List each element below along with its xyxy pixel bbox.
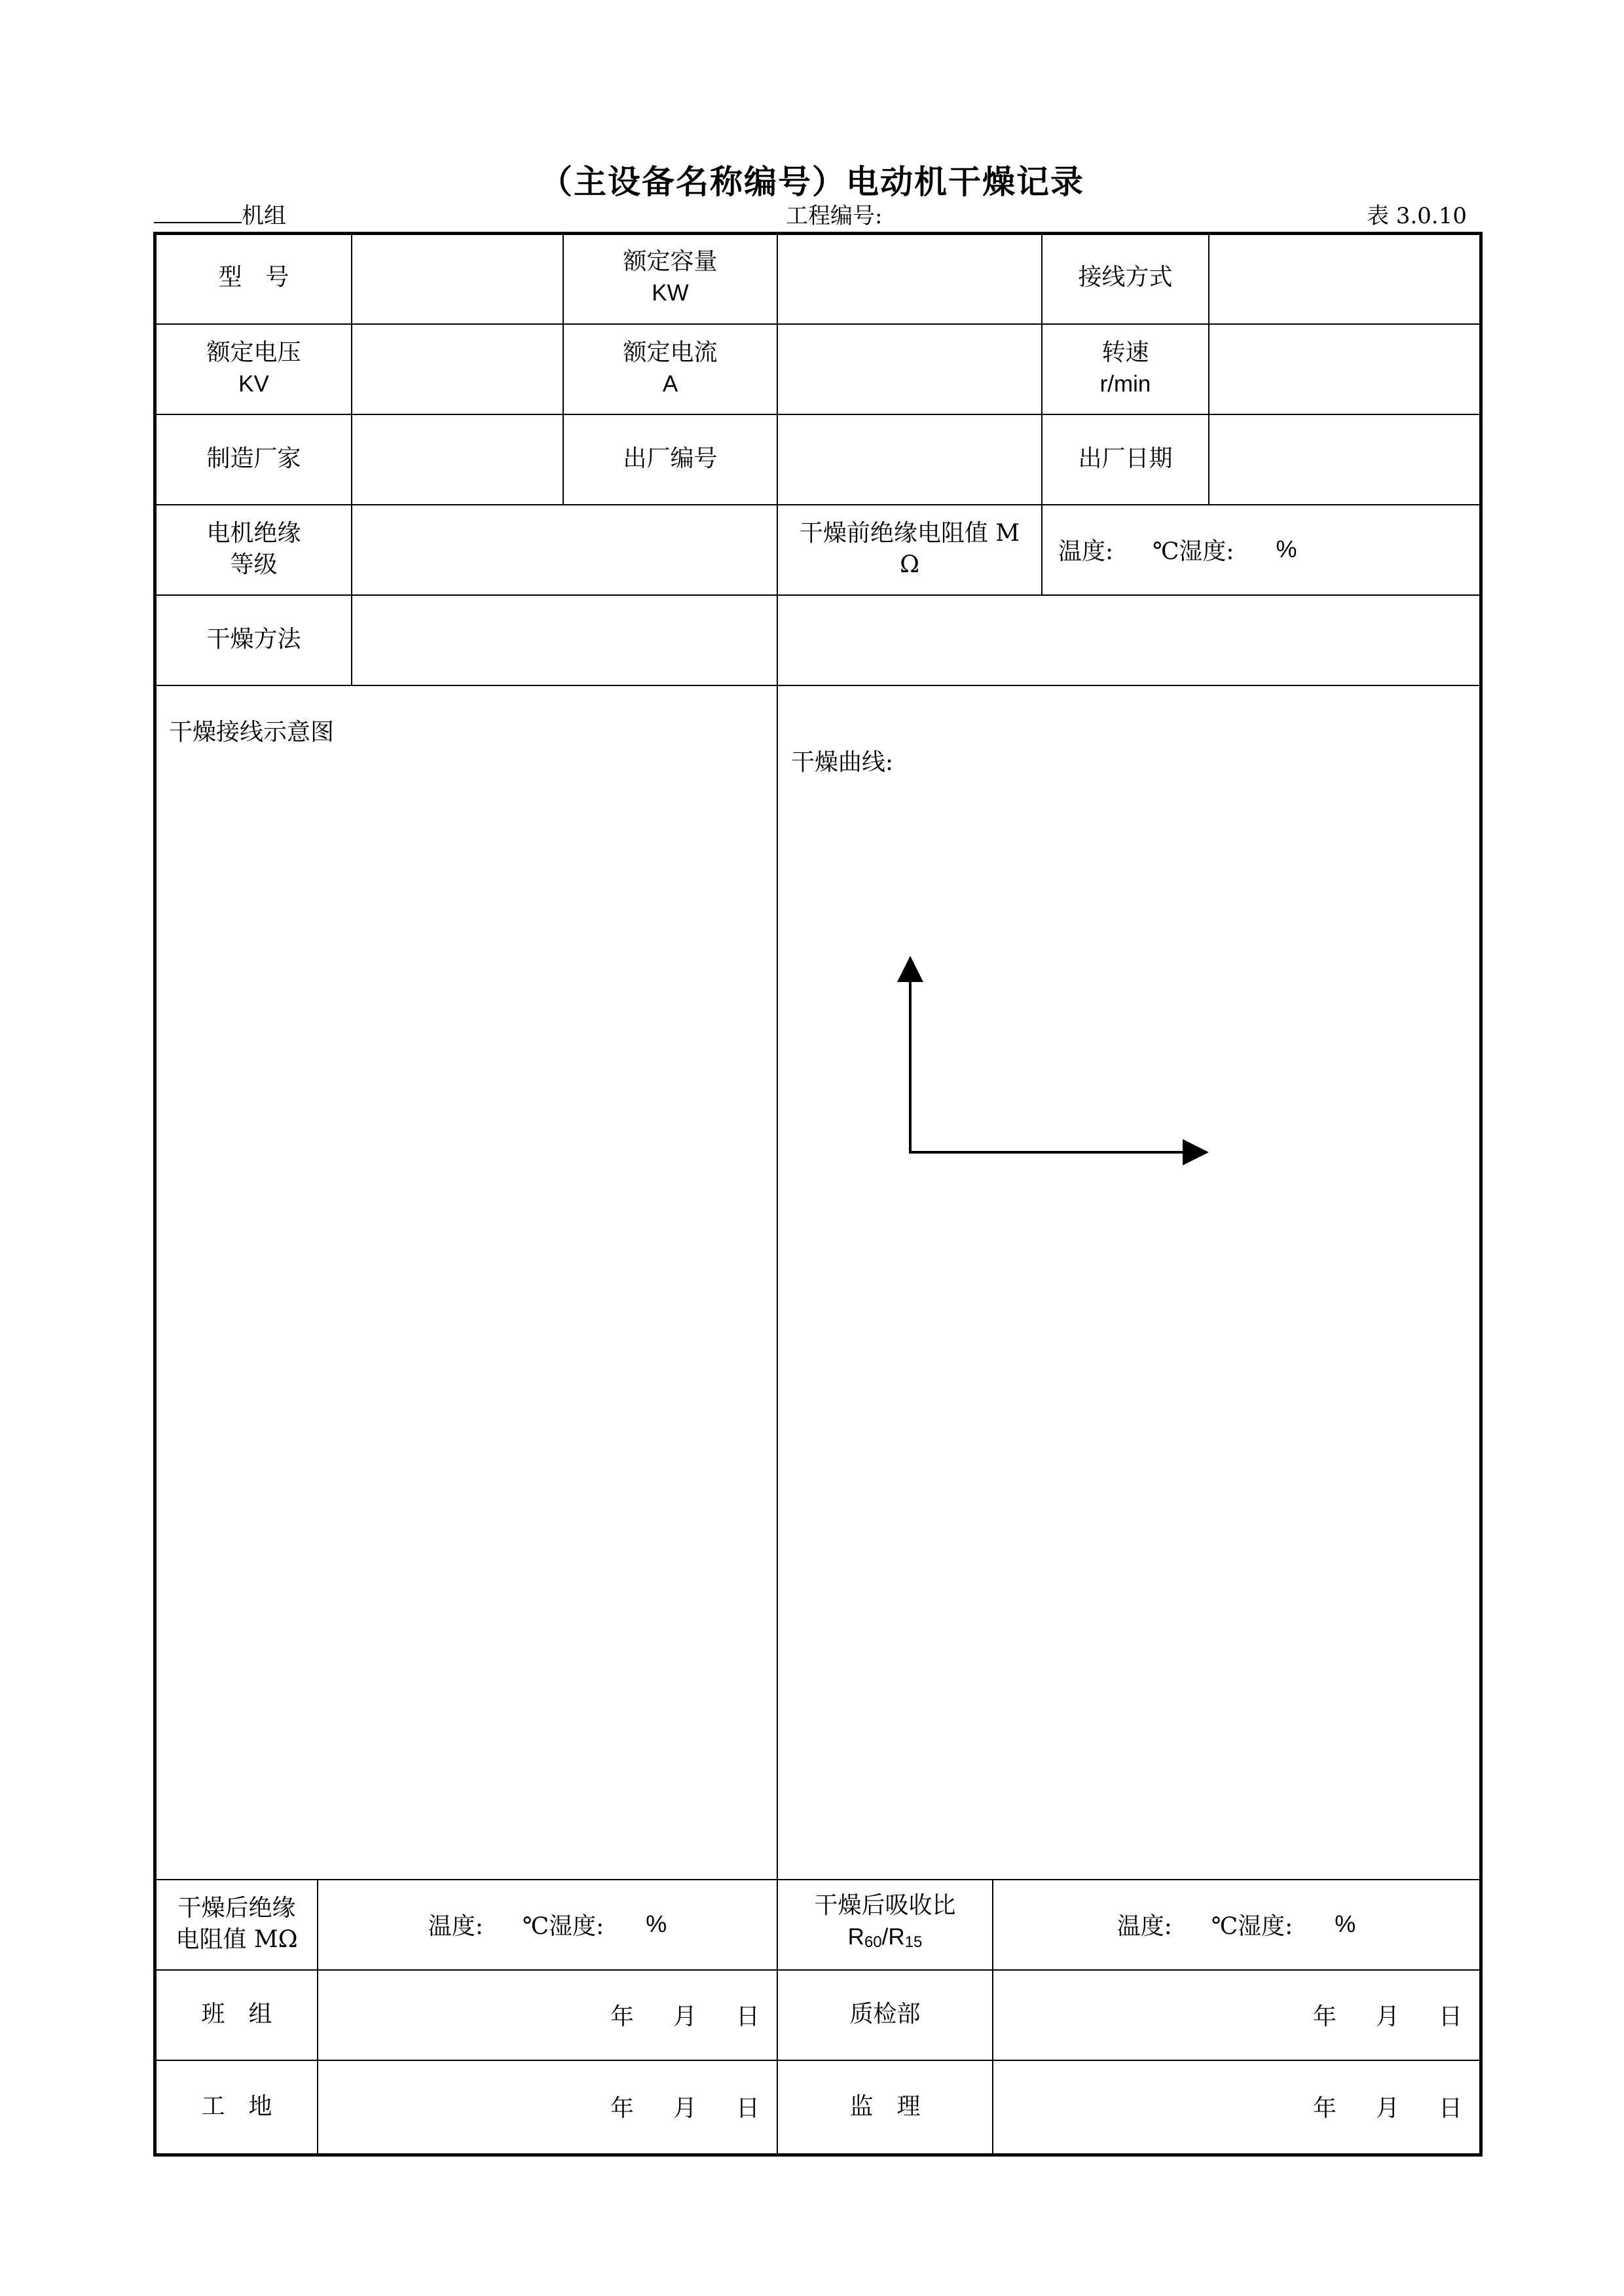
qc-label: 质检部 — [849, 2001, 921, 2028]
manufacturer-value[interactable] — [352, 414, 563, 504]
rated-capacity-header — [564, 232, 777, 323]
post-conditions[interactable] — [318, 1879, 777, 1969]
model-value[interactable] — [352, 232, 563, 323]
pre-resistance-header — [778, 504, 1041, 594]
date-label: 出厂日期 — [1078, 445, 1173, 472]
r60-sub: 60 — [864, 1933, 882, 1951]
r15-sub: 15 — [904, 1933, 923, 1951]
serial-value[interactable] — [778, 414, 1041, 504]
pre-temp-label: 温度: — [1058, 538, 1114, 565]
supervision-label: 监 理 — [849, 2092, 921, 2120]
team-signature-date[interactable] — [318, 1969, 777, 2060]
page-title: （主设备名称编号）电动机干燥记录 — [540, 163, 1084, 201]
absorption-header — [778, 1879, 992, 1969]
supervision-year: 年 — [1312, 2095, 1337, 2122]
supervision-month: 月 — [1375, 2095, 1399, 2122]
diagram-label: 干燥接线示意图 — [169, 719, 335, 746]
pre-resistance-label-2: Ω — [900, 551, 919, 578]
site-day: 日 — [735, 2095, 760, 2122]
model-label: 型 号 — [218, 264, 289, 291]
unit-blank[interactable] — [154, 202, 242, 223]
insulation-class-label-1: 电机绝缘 — [206, 520, 301, 547]
rated-current-label: 额定电流 — [623, 339, 718, 366]
speed-label: 转速 — [1101, 339, 1149, 366]
method-notes[interactable] — [778, 594, 1479, 685]
team-day: 日 — [735, 2003, 760, 2030]
project-no-label: 工程编号: — [786, 203, 883, 229]
speed-value[interactable] — [1209, 323, 1479, 414]
supervision-day: 日 — [1438, 2095, 1462, 2122]
team-year: 年 — [610, 2003, 634, 2030]
row-divider — [153, 685, 1483, 686]
supervision-signature-date[interactable] — [993, 2060, 1479, 2153]
site-month: 月 — [673, 2095, 697, 2122]
unit-field — [154, 198, 286, 230]
insulation-class-label-2: 等级 — [230, 551, 278, 578]
rated-capacity-label: 额定容量 — [623, 248, 718, 275]
site-label: 工 地 — [201, 2092, 272, 2120]
abs-temp-label: 温度: — [1116, 1912, 1172, 1940]
wiring-label: 接线方式 — [1078, 264, 1173, 291]
manufacturer-label: 制造厂家 — [206, 445, 301, 472]
qc-day: 日 — [1438, 2003, 1462, 2030]
qc-signature-date[interactable] — [993, 1969, 1479, 2060]
insulation-class-header — [157, 504, 351, 594]
wiring-value[interactable] — [1209, 232, 1479, 323]
r60-r: R — [847, 1924, 864, 1950]
speed-unit: r/min — [1099, 371, 1151, 397]
post-percent: % — [646, 1910, 667, 1937]
rated-capacity-unit: KW — [652, 280, 689, 306]
insulation-class-value[interactable] — [352, 504, 777, 594]
absorption-label: 干燥后吸收比 — [814, 1892, 956, 1919]
post-resistance-label-2: 电阻值 MΩ — [175, 1926, 298, 1953]
pre-conditions[interactable] — [1043, 504, 1479, 594]
post-temp-label: 温度: — [428, 1912, 483, 1940]
rated-current-unit: A — [662, 371, 678, 397]
pre-percent: % — [1276, 536, 1297, 562]
rated-current-value[interactable] — [778, 323, 1041, 414]
post-resistance-header — [157, 1879, 317, 1969]
qc-month: 月 — [1375, 2003, 1399, 2030]
r15-r: /R — [881, 1924, 905, 1950]
unit-suffix: 机组 — [242, 203, 286, 229]
rated-voltage-unit: KV — [238, 371, 269, 397]
pre-resistance-label-1: 干燥前绝缘电阻值 M — [799, 520, 1020, 547]
rated-voltage-value[interactable] — [352, 323, 563, 414]
date-value[interactable] — [1209, 414, 1479, 504]
team-label: 班 组 — [201, 2001, 272, 2028]
qc-year: 年 — [1312, 2003, 1337, 2030]
abs-humidity-label: ℃湿度: — [1211, 1912, 1293, 1940]
drying-curve-axes — [891, 956, 1218, 1165]
site-signature-date[interactable] — [318, 2060, 777, 2153]
serial-label: 出厂编号 — [623, 445, 718, 472]
rated-voltage-header — [157, 323, 351, 414]
rated-current-header — [564, 323, 777, 414]
speed-header — [1043, 323, 1208, 414]
rated-capacity-value[interactable] — [778, 232, 1041, 323]
table-number: 表 3.0.10 — [1367, 203, 1467, 229]
absorption-conditions[interactable] — [993, 1879, 1479, 1969]
pre-humidity-label: ℃湿度: — [1153, 538, 1234, 565]
curve-label: 干燥曲线: — [791, 749, 894, 776]
absorption-ratio — [848, 1922, 923, 1958]
post-humidity-label: ℃湿度: — [522, 1912, 604, 1940]
rated-voltage-label: 额定电压 — [206, 339, 301, 366]
abs-percent: % — [1335, 1910, 1356, 1937]
post-resistance-label-1: 干燥后绝缘 — [177, 1895, 296, 1922]
method-label: 干燥方法 — [206, 626, 301, 653]
site-year: 年 — [610, 2095, 634, 2122]
team-month: 月 — [673, 2003, 697, 2030]
method-value[interactable] — [352, 594, 777, 685]
